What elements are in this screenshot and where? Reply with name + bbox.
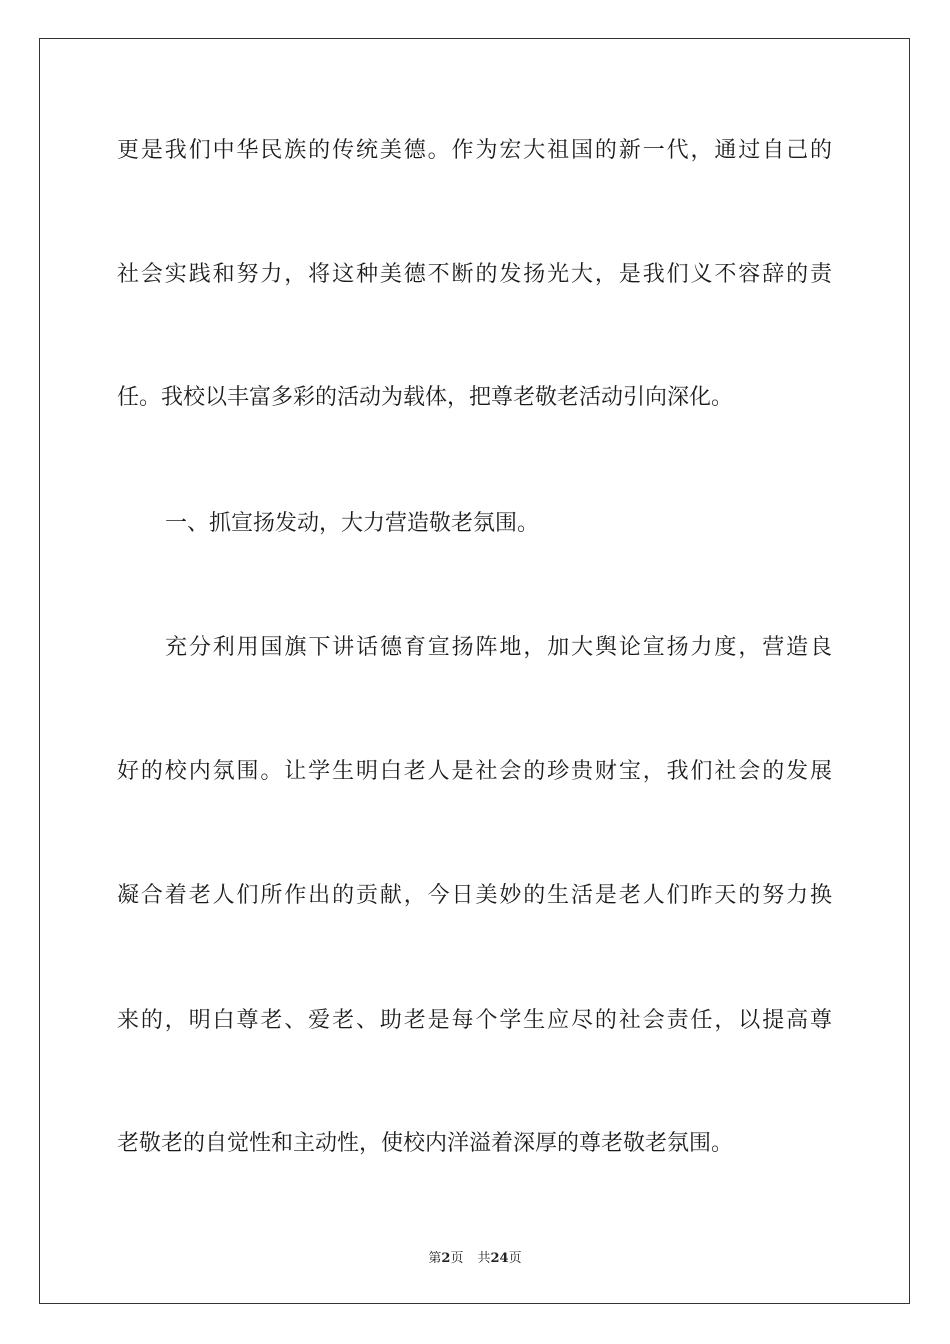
body-line-6: 好的校内氛围。让学生明白老人是社会的珍贵财宝，我们社会的发展 bbox=[117, 759, 832, 784]
total-prefix: 共 bbox=[477, 1251, 491, 1266]
body-line-1: 更是我们中华民族的传统美德。作为宏大祖国的新一代，通过自己的 bbox=[117, 138, 832, 163]
total-suffix: 页 bbox=[508, 1251, 522, 1266]
total-pages: 24 bbox=[490, 1251, 509, 1266]
section-heading: 一、抓宣扬发动，大力营造敬老氛围。 bbox=[165, 511, 540, 536]
body-line-7: 凝合着老人们所作出的贡献，今日美妙的生活是老人们昨天的努力换 bbox=[117, 883, 832, 908]
body-line-9: 老敬老的自觉性和主动性，使校内洋溢着深厚的尊老敬老氛围。 bbox=[117, 1131, 734, 1156]
page-suffix: 页 bbox=[450, 1251, 464, 1266]
page-footer bbox=[0, 1247, 950, 1266]
body-line-2: 社会实践和努力，将这种美德不断的发扬光大，是我们义不容辞的责 bbox=[117, 262, 832, 287]
body-line-3: 任。我校以丰富多彩的活动为载体，把尊老敬老活动引向深化。 bbox=[117, 385, 734, 410]
body-line-5: 充分利用国旗下讲话德育宣扬阵地，加大舆论宣扬力度，营造良 bbox=[165, 635, 832, 660]
page-prefix: 第 bbox=[428, 1251, 442, 1266]
page-frame bbox=[39, 38, 910, 1304]
body-line-8: 来的，明白尊老、爱老、助老是每个学生应尽的社会责任，以提高尊 bbox=[117, 1008, 832, 1033]
page-number: 2 bbox=[441, 1251, 451, 1266]
